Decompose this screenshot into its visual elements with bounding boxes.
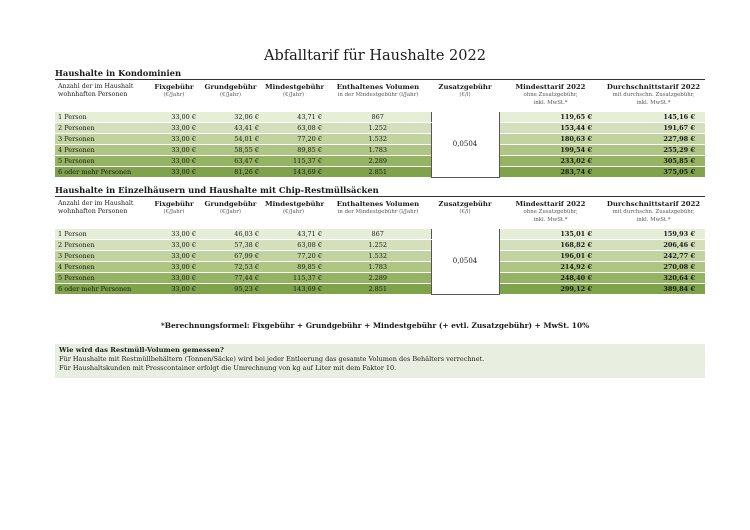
- row-label: 4 Personen: [55, 262, 149, 273]
- cell-mindestgebuehr: 77,20 €: [262, 251, 325, 262]
- row-label: 5 Personen: [55, 156, 149, 167]
- cell-durchschnittstarif: 320,64 €: [602, 273, 705, 284]
- cell-zusatzgebuehr: 0,0504: [431, 229, 499, 295]
- header-persons: Anzahl der im Haushalt wohnhaften Personen: [58, 83, 134, 99]
- cell-volumen: 1.252: [325, 240, 431, 251]
- table-row: [55, 112, 705, 123]
- table-row: [55, 123, 705, 134]
- cell-mindestgebuehr: 89,85 €: [262, 262, 325, 273]
- cell-durchschnittstarif: 242,77 €: [602, 251, 705, 262]
- row-label: 4 Personen: [55, 145, 149, 156]
- cell-volumen: 1.783: [325, 145, 431, 156]
- table-row: [55, 134, 705, 145]
- cell-fixgebuehr: 33,00 €: [149, 156, 199, 167]
- cell-mindesttarif: 248,40 €: [499, 273, 602, 284]
- cell-mindesttarif: 283,74 €: [499, 167, 602, 178]
- header-fixgebuehr: Fixgebühr (€/Jahr): [154, 200, 194, 216]
- cell-durchschnittstarif: 145,16 €: [602, 112, 705, 123]
- cell-grundgebuehr: 58,55 €: [199, 145, 262, 156]
- cell-mindestgebuehr: 115,37 €: [262, 156, 325, 167]
- cell-volumen: 867: [325, 229, 431, 240]
- cell-mindestgebuehr: 143,69 €: [262, 167, 325, 178]
- table-row: [55, 284, 705, 295]
- cell-grundgebuehr: 43,41 €: [199, 123, 262, 134]
- cell-mindesttarif: 119,65 €: [499, 112, 602, 123]
- table-row: [55, 240, 705, 251]
- header-mindestgebuehr: Mindestgebühr (€/Jahr): [265, 83, 325, 99]
- cell-durchschnittstarif: 191,67 €: [602, 123, 705, 134]
- cell-grundgebuehr: 57,38 €: [199, 240, 262, 251]
- cell-fixgebuehr: 33,00 €: [149, 134, 199, 145]
- cell-mindestgebuehr: 63,08 €: [262, 240, 325, 251]
- cell-fixgebuehr: 33,00 €: [149, 251, 199, 262]
- cell-grundgebuehr: 72,53 €: [199, 262, 262, 273]
- row-label: 6 oder mehr Personen: [55, 167, 149, 178]
- cell-fixgebuehr: 33,00 €: [149, 112, 199, 123]
- info-line-1: Für Haushalte mit Restmüllbehältern (Tonnen/Säcke) wird bei jeder Entleerung das gesamte Volumen des Behälters verrechnet.: [59, 355, 485, 364]
- cell-grundgebuehr: 63,47 €: [199, 156, 262, 167]
- cell-mindestgebuehr: 43,71 €: [262, 112, 325, 123]
- table-row: [55, 229, 705, 240]
- cell-mindesttarif: 214,92 €: [499, 262, 602, 273]
- cell-mindesttarif: 135,01 €: [499, 229, 602, 240]
- cell-durchschnittstarif: 375,05 €: [602, 167, 705, 178]
- table-row: [55, 273, 705, 284]
- cell-mindesttarif: 196,01 €: [499, 251, 602, 262]
- header-volumen: Enthaltenes Volumen in der Mindestgebühr (l/Jahr): [336, 83, 420, 99]
- header-zusatzgebuehr: Zusatzgebühr (€/l): [438, 83, 492, 99]
- cell-durchschnittstarif: 270,08 €: [602, 262, 705, 273]
- cell-grundgebuehr: 54,01 €: [199, 134, 262, 145]
- cell-durchschnittstarif: 255,29 €: [602, 145, 705, 156]
- table-header-row: [55, 197, 705, 229]
- info-line-2: Für Haushaltskunden mit Presscontainer erfolgt die Umrechnung von kg auf Liter mit dem Faktor 10.: [59, 364, 397, 373]
- cell-mindesttarif: 153,44 €: [499, 123, 602, 134]
- cell-grundgebuehr: 67,99 €: [199, 251, 262, 262]
- cell-durchschnittstarif: 305,85 €: [602, 156, 705, 167]
- header-zusatzgebuehr: Zusatzgebühr (€/l): [438, 200, 492, 216]
- cell-volumen: 867: [325, 112, 431, 123]
- cell-grundgebuehr: 95,23 €: [199, 284, 262, 295]
- table-row: [55, 167, 705, 178]
- section-title-einzelhaeuser: Haushalte in Einzelhäusern und Haushalte mit Chip-Restmüllsäcken: [55, 185, 379, 195]
- row-label: 2 Personen: [55, 123, 149, 134]
- cell-mindestgebuehr: 43,71 €: [262, 229, 325, 240]
- cell-mindestgebuehr: 77,20 €: [262, 134, 325, 145]
- cell-durchschnittstarif: 227,98 €: [602, 134, 705, 145]
- cell-fixgebuehr: 33,00 €: [149, 240, 199, 251]
- info-question: Wie wird das Restmüll-Volumen gemessen?: [59, 346, 224, 354]
- table-row: [55, 156, 705, 167]
- cell-zusatzgebuehr: 0,0504: [431, 112, 499, 178]
- header-fixgebuehr: Fixgebühr (€/Jahr): [154, 83, 194, 99]
- cell-volumen: 2.289: [325, 156, 431, 167]
- cell-mindesttarif: 299,12 €: [499, 284, 602, 295]
- row-label: 3 Personen: [55, 134, 149, 145]
- table-row: [55, 145, 705, 156]
- cell-volumen: 2.851: [325, 284, 431, 295]
- cell-mindestgebuehr: 89,85 €: [262, 145, 325, 156]
- row-label: 1 Person: [55, 229, 149, 240]
- table-header-row: [55, 80, 705, 112]
- cell-mindestgebuehr: 143,69 €: [262, 284, 325, 295]
- tariff-table-einzelhaeuser: [55, 196, 705, 295]
- cell-mindesttarif: 199,54 €: [499, 145, 602, 156]
- header-mindestgebuehr: Mindestgebühr (€/Jahr): [265, 200, 325, 216]
- cell-mindestgebuehr: 63,08 €: [262, 123, 325, 134]
- cell-grundgebuehr: 32,06 €: [199, 112, 262, 123]
- header-volumen: Enthaltenes Volumen in der Mindestgebühr (l/Jahr): [336, 200, 420, 216]
- header-mindesttarif: Mindesttarif 2022 ohne Zusatzgebühr, inkl. MwSt.*: [515, 200, 586, 224]
- header-mindesttarif: Mindesttarif 2022 ohne Zusatzgebühr, inkl. MwSt.*: [515, 83, 586, 107]
- header-durchschnittstarif: Durchschnittstarif 2022 mit durchschn. Zusatzgebühr, inkl. MwSt.*: [606, 200, 701, 224]
- cell-fixgebuehr: 33,00 €: [149, 284, 199, 295]
- cell-volumen: 1.532: [325, 134, 431, 145]
- tariff-table-kondominien: [55, 79, 705, 178]
- header-durchschnittstarif: Durchschnittstarif 2022 mit durchschn. Zusatzgebühr, inkl. MwSt.*: [606, 83, 701, 107]
- cell-volumen: 1.783: [325, 262, 431, 273]
- header-persons: Anzahl der im Haushalt wohnhaften Personen: [58, 200, 134, 216]
- cell-mindesttarif: 233,02 €: [499, 156, 602, 167]
- cell-durchschnittstarif: 389,84 €: [602, 284, 705, 295]
- table-row: [55, 262, 705, 273]
- cell-fixgebuehr: 33,00 €: [149, 167, 199, 178]
- table-row: [55, 251, 705, 262]
- row-label: 1 Person: [55, 112, 149, 123]
- cell-fixgebuehr: 33,00 €: [149, 262, 199, 273]
- header-grundgebuehr: Grundgebühr (€/Jahr): [204, 83, 257, 99]
- cell-volumen: 1.252: [325, 123, 431, 134]
- row-label: 3 Personen: [55, 251, 149, 262]
- cell-mindesttarif: 168,82 €: [499, 240, 602, 251]
- cell-volumen: 2.289: [325, 273, 431, 284]
- cell-volumen: 1.532: [325, 251, 431, 262]
- cell-fixgebuehr: 33,00 €: [149, 229, 199, 240]
- cell-fixgebuehr: 33,00 €: [149, 145, 199, 156]
- section-title-kondominien: Haushalte in Kondominien: [55, 68, 182, 78]
- cell-grundgebuehr: 46,03 €: [199, 229, 262, 240]
- cell-durchschnittstarif: 159,93 €: [602, 229, 705, 240]
- cell-mindesttarif: 180,63 €: [499, 134, 602, 145]
- cell-fixgebuehr: 33,00 €: [149, 123, 199, 134]
- calculation-formula: *Berechnungsformel: Fixgebühr + Grundgebühr + Mindestgebühr (+ evtl. Zusatzgebühr) + MwSt. 10%: [160, 321, 590, 330]
- row-label: 2 Personen: [55, 240, 149, 251]
- cell-volumen: 2.851: [325, 167, 431, 178]
- cell-grundgebuehr: 77,44 €: [199, 273, 262, 284]
- header-grundgebuehr: Grundgebühr (€/Jahr): [204, 200, 257, 216]
- row-label: 5 Personen: [55, 273, 149, 284]
- row-label: 6 oder mehr Personen: [55, 284, 149, 295]
- cell-durchschnittstarif: 206,46 €: [602, 240, 705, 251]
- cell-grundgebuehr: 81,26 €: [199, 167, 262, 178]
- cell-fixgebuehr: 33,00 €: [149, 273, 199, 284]
- cell-mindestgebuehr: 115,37 €: [262, 273, 325, 284]
- page-title: Abfalltarif für Haushalte 2022: [264, 48, 486, 64]
- info-box: [55, 344, 705, 378]
